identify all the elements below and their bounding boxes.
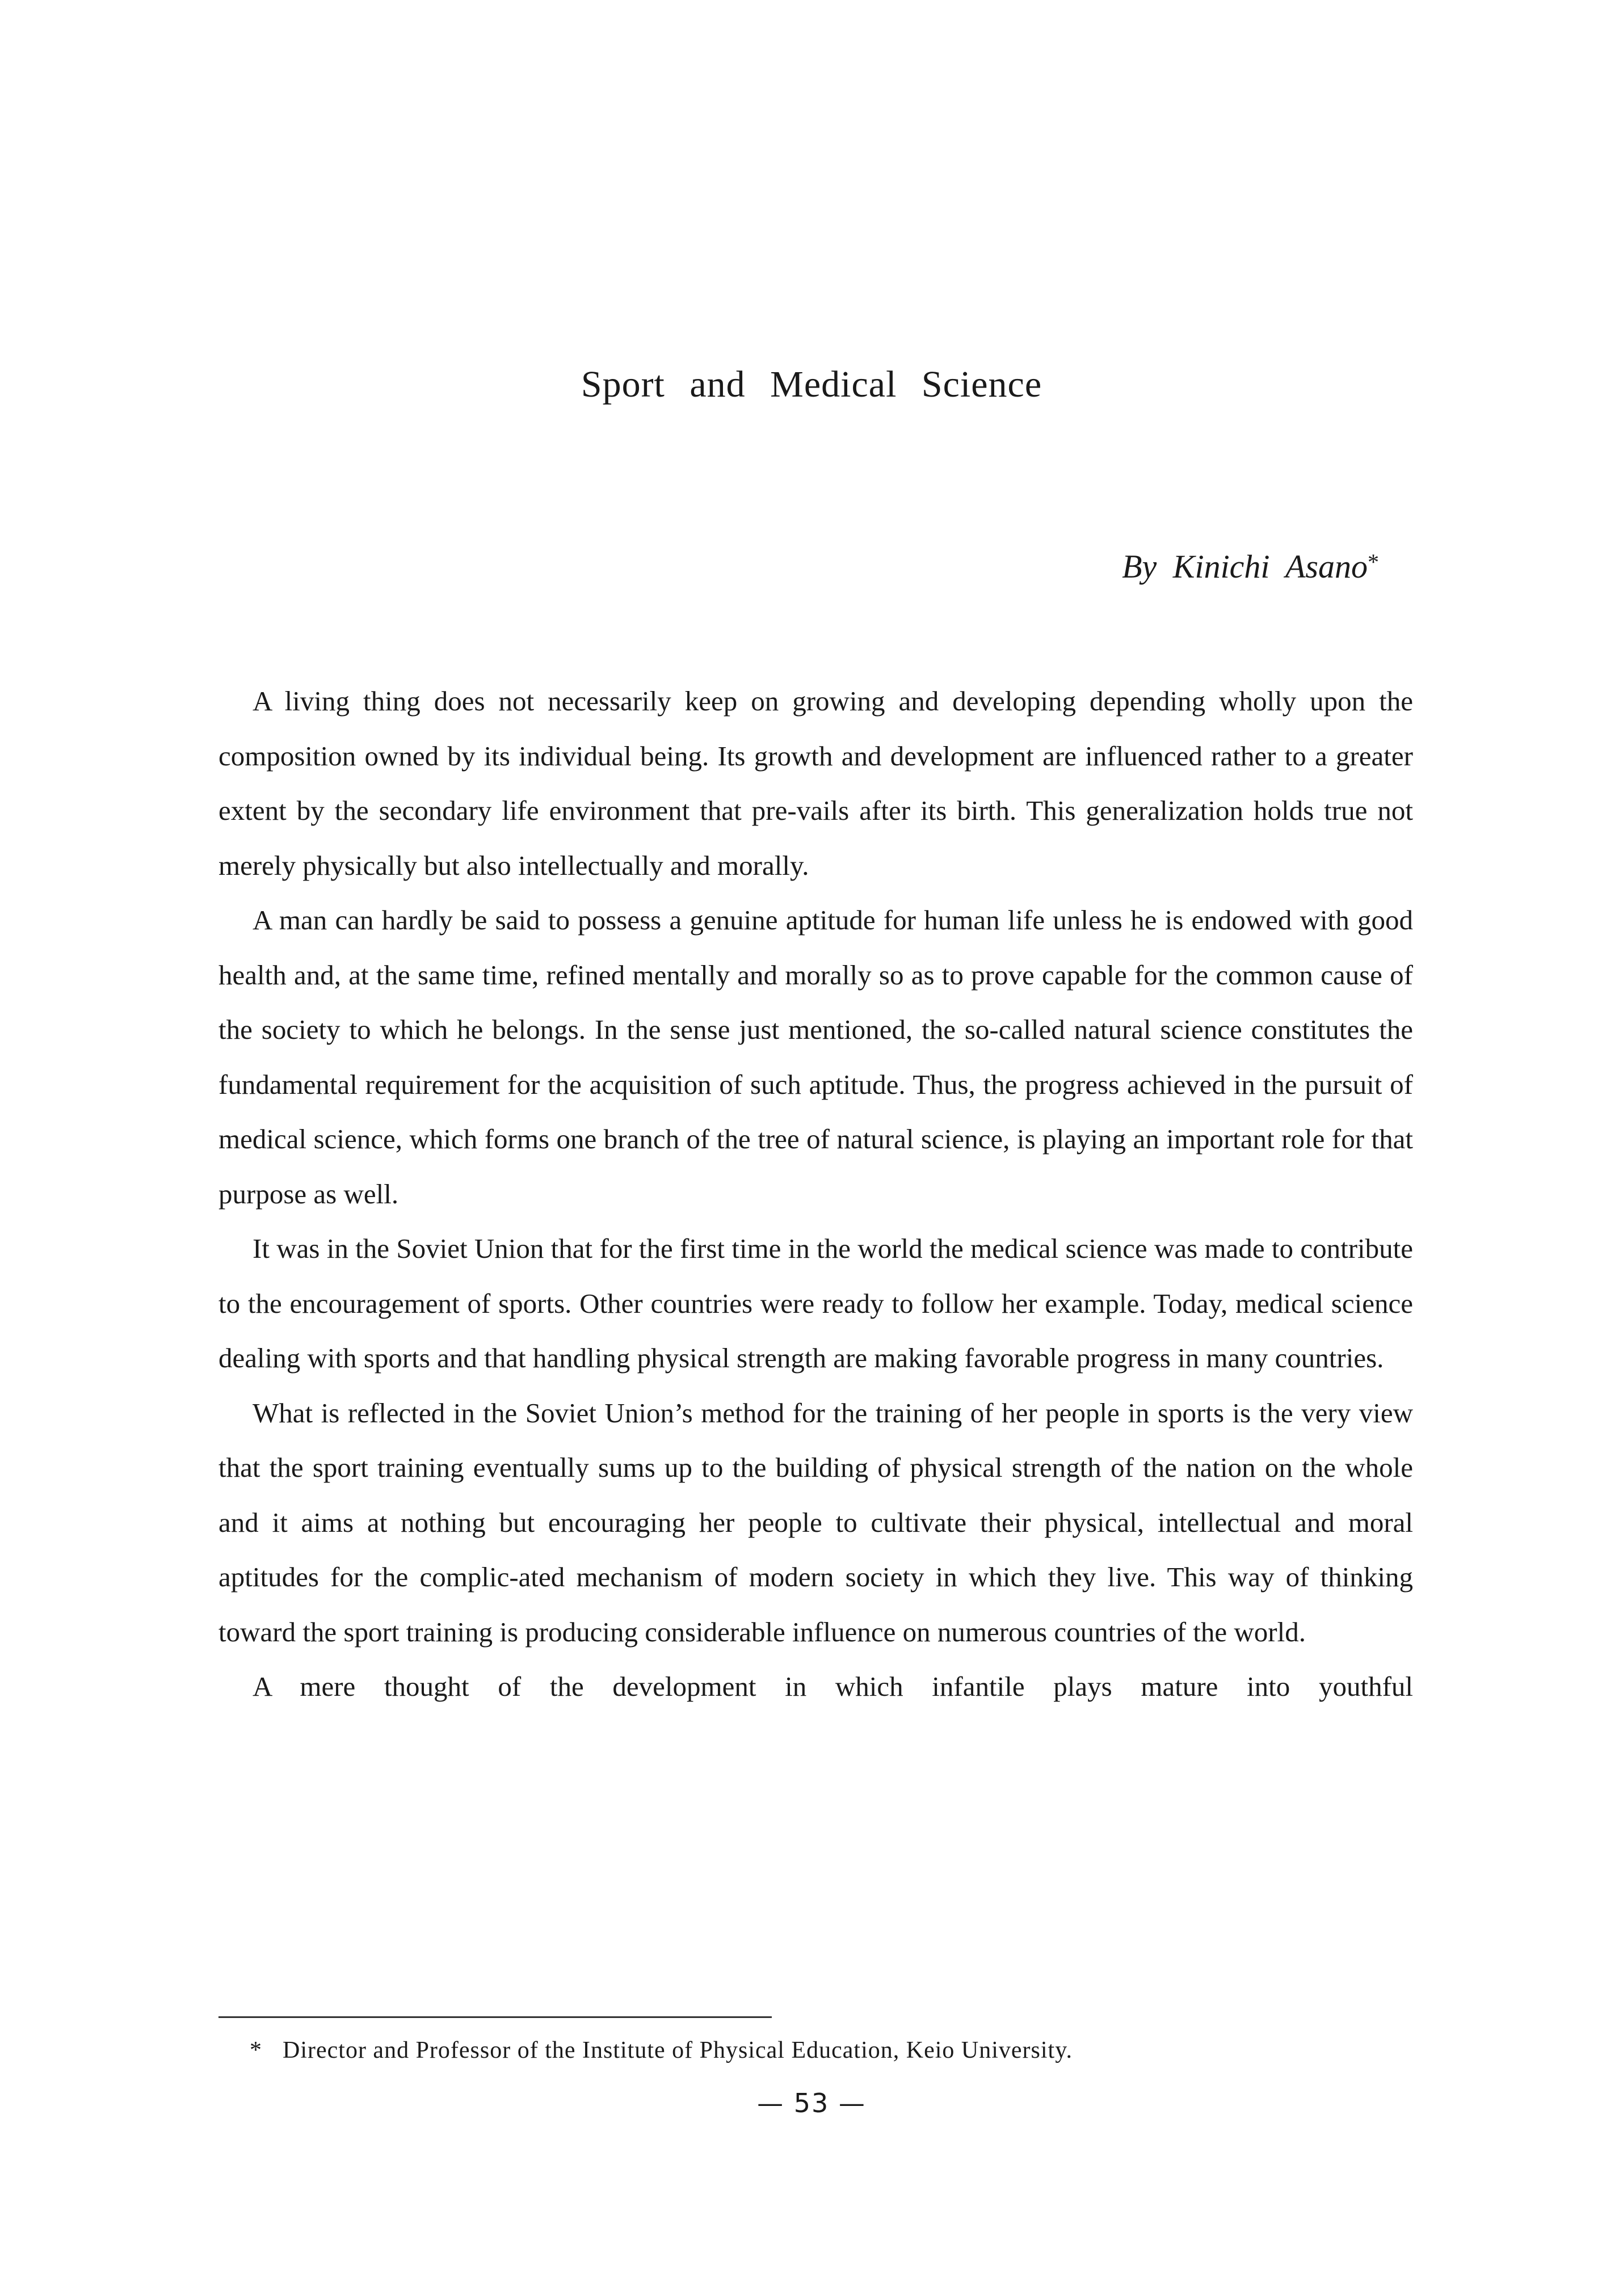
paragraph-4: What is reflected in the Soviet Union’s method for the training of her people in sports is the very view that the sport training eventually sums up to the building of physical strength of the nation on the whole and it aims at nothing but encouraging her people to cultivate their physical, intellectual and moral aptitudes for the complic-ated mechanism of modern society in which they live. This way of thinking toward the sport training is producing considerable influence on numerous countries of the world. [218, 1397, 1413, 1648]
footnote-divider [218, 2016, 772, 2018]
footnote [250, 2037, 1073, 2064]
footnote-text: Director and Professor of the Institute of Physical Education, Keio University. [283, 2037, 1073, 2063]
paragraph-3: It was in the Soviet Union that for the first time in the world the medical science was made to contribute to the encouragement of sports. Other countries were ready to follow her example. Today, medical science dealing with sports and that handling physical strength are making favorable progress in many countries. [218, 1233, 1413, 1374]
paragraph-2: A man can hardly be said to possess a genuine aptitude for human life unless he is endowed with good health and, at the same time, refined mentally and morally so as to prove capable for the common cause of the society to which he belongs. In the sense just mentioned, the so-called natural science constitutes the fundamental requirement for the acquisition of such aptitude. Thus, the progress achieved in the pursuit of medical science, which forms one branch of the tree of natural science, is playing an important role for that purpose as well. [218, 904, 1413, 1210]
article-body [218, 674, 1413, 1714]
author-name: By Kinichi Asano [1122, 548, 1368, 585]
author-footnote-mark: * [1368, 549, 1379, 575]
paragraph-1: A living thing does not necessarily keep on growing and developing depending wholly upon the composition owned by its individual being. Its growth and development are influenced rather to a greater extent by the secondary life environment that pre-vails after its birth. This generalization holds true not merely physically but also intellectually and morally. [218, 685, 1413, 881]
paragraph-5: A mere thought of the development in which infantile plays mature into youthful [253, 1671, 1413, 1702]
page-number: — 53 — [757, 2088, 866, 2118]
author-byline [1122, 547, 1379, 585]
footnote-mark: * [250, 2037, 262, 2063]
article-title: Sport and Medical Science [581, 364, 1042, 405]
